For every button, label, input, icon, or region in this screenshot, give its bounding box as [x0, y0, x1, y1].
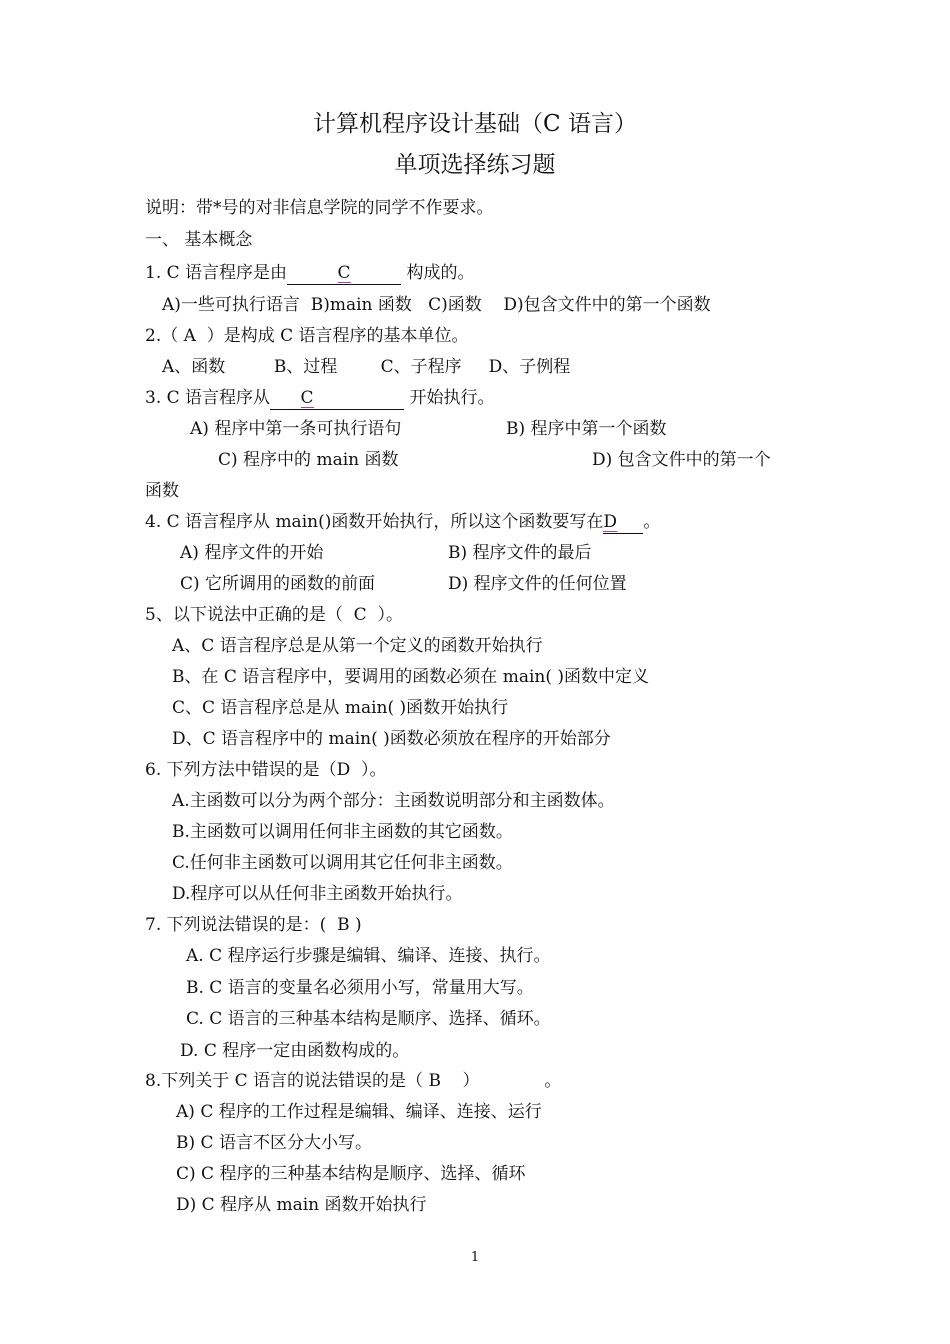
question-6-option-a: A.主函数可以分为两个部分：主函数说明部分和主函数体。	[172, 791, 615, 811]
answer-blank	[270, 387, 404, 410]
document-subtitle: 单项选择练习题	[394, 152, 556, 178]
instruction-note: 说明：带*号的对非信息学院的同学不作要求。	[145, 198, 494, 218]
question-1-tail: 构成的。	[401, 263, 475, 283]
question-5-option-a: A、C 语言程序总是从第一个定义的函数开始执行	[172, 636, 543, 656]
question-4-option-d: D) 程序文件的任何位置	[448, 574, 627, 594]
question-6-option-d: D.程序可以从任何非主函数开始执行。	[172, 884, 463, 904]
question-5-option-d: D、C 语言程序中的 main( )函数必须放在程序的开始部分	[172, 729, 611, 749]
document-title: 计算机程序设计基础（C 语言）	[313, 111, 637, 137]
page-number: 1	[470, 1250, 480, 1265]
question-8-option-a: A) C 程序的工作过程是编辑、编译、连接、运行	[176, 1102, 542, 1122]
question-4-tail: 。	[643, 512, 661, 532]
question-8-option-d: D) C 程序从 main 函数开始执行	[176, 1195, 427, 1215]
question-3-option-d: D) 包含文件中的第一个	[592, 450, 771, 470]
answer-mark: C	[337, 263, 351, 283]
answer-blank	[603, 511, 643, 534]
question-3	[145, 387, 494, 410]
question-3-stem: 3. C 语言程序从	[145, 388, 271, 408]
question-4-option-a: A) 程序文件的开始	[180, 543, 324, 563]
question-5-option-b: B、在 C 语言程序中，要调用的函数必须在 main( )函数中定义	[172, 667, 650, 687]
question-7-option-d: D. C 程序一定由函数构成的。	[180, 1041, 410, 1061]
question-1-stem: 1. C 语言程序是由	[145, 263, 288, 283]
question-6: 6. 下列方法中错误的是（D ）。	[145, 760, 387, 780]
question-1-options: A)一些可执行语言 B)main 函数 C)函数 D)包含文件中的第一个函数	[162, 295, 711, 315]
question-3-option-b: B) 程序中第一个函数	[506, 419, 667, 439]
question-8: 8.下列关于 C 语言的说法错误的是（ B ） 。	[145, 1071, 562, 1091]
answer-mark: D	[603, 512, 617, 532]
question-8-option-b: B) C 语言不区分大小写。	[176, 1133, 372, 1153]
question-1	[145, 262, 474, 285]
question-4	[145, 511, 660, 534]
question-4-stem: 4. C 语言程序从 main()函数开始执行，所以这个函数要写在	[145, 512, 604, 532]
question-5-option-c: C、C 语言程序总是从 main( )函数开始执行	[172, 698, 509, 718]
question-6-option-b: B.主函数可以调用任何非主函数的其它函数。	[172, 822, 513, 842]
question-7: 7. 下列说法错误的是：( B )	[145, 915, 362, 935]
question-2-options: A、函数 B、过程 C、子程序 D、子例程	[162, 357, 571, 377]
answer-blank	[287, 262, 401, 285]
question-6-option-c: C.任何非主函数可以调用其它任何非主函数。	[172, 853, 513, 873]
question-4-option-c: C) 它所调用的函数的前面	[180, 574, 376, 594]
question-3-option-a: A) 程序中第一条可执行语句	[190, 419, 402, 439]
question-8-option-c: C) C 程序的三种基本结构是顺序、选择、循环	[176, 1164, 526, 1184]
question-3-option-c: C) 程序中的 main 函数	[218, 450, 399, 470]
question-7-option-b: B. C 语言的变量名必须用小写，常量用大写。	[186, 978, 534, 998]
question-4-option-b: B) 程序文件的最后	[448, 543, 592, 563]
question-3-option-d-continued: 函数	[145, 481, 179, 501]
question-3-tail: 开始执行。	[404, 388, 495, 408]
answer-mark: C	[300, 388, 314, 408]
question-7-option-a: A. C 程序运行步骤是编辑、编译、连接、执行。	[186, 946, 551, 966]
question-7-option-c: C. C 语言的三种基本结构是顺序、选择、循环。	[186, 1009, 551, 1029]
question-2: 2.（ A ）是构成 C 语言程序的基本单位。	[145, 326, 469, 346]
question-5: 5、以下说法中正确的是（ C ）。	[145, 605, 403, 625]
section-heading: 一、 基本概念	[145, 230, 253, 250]
